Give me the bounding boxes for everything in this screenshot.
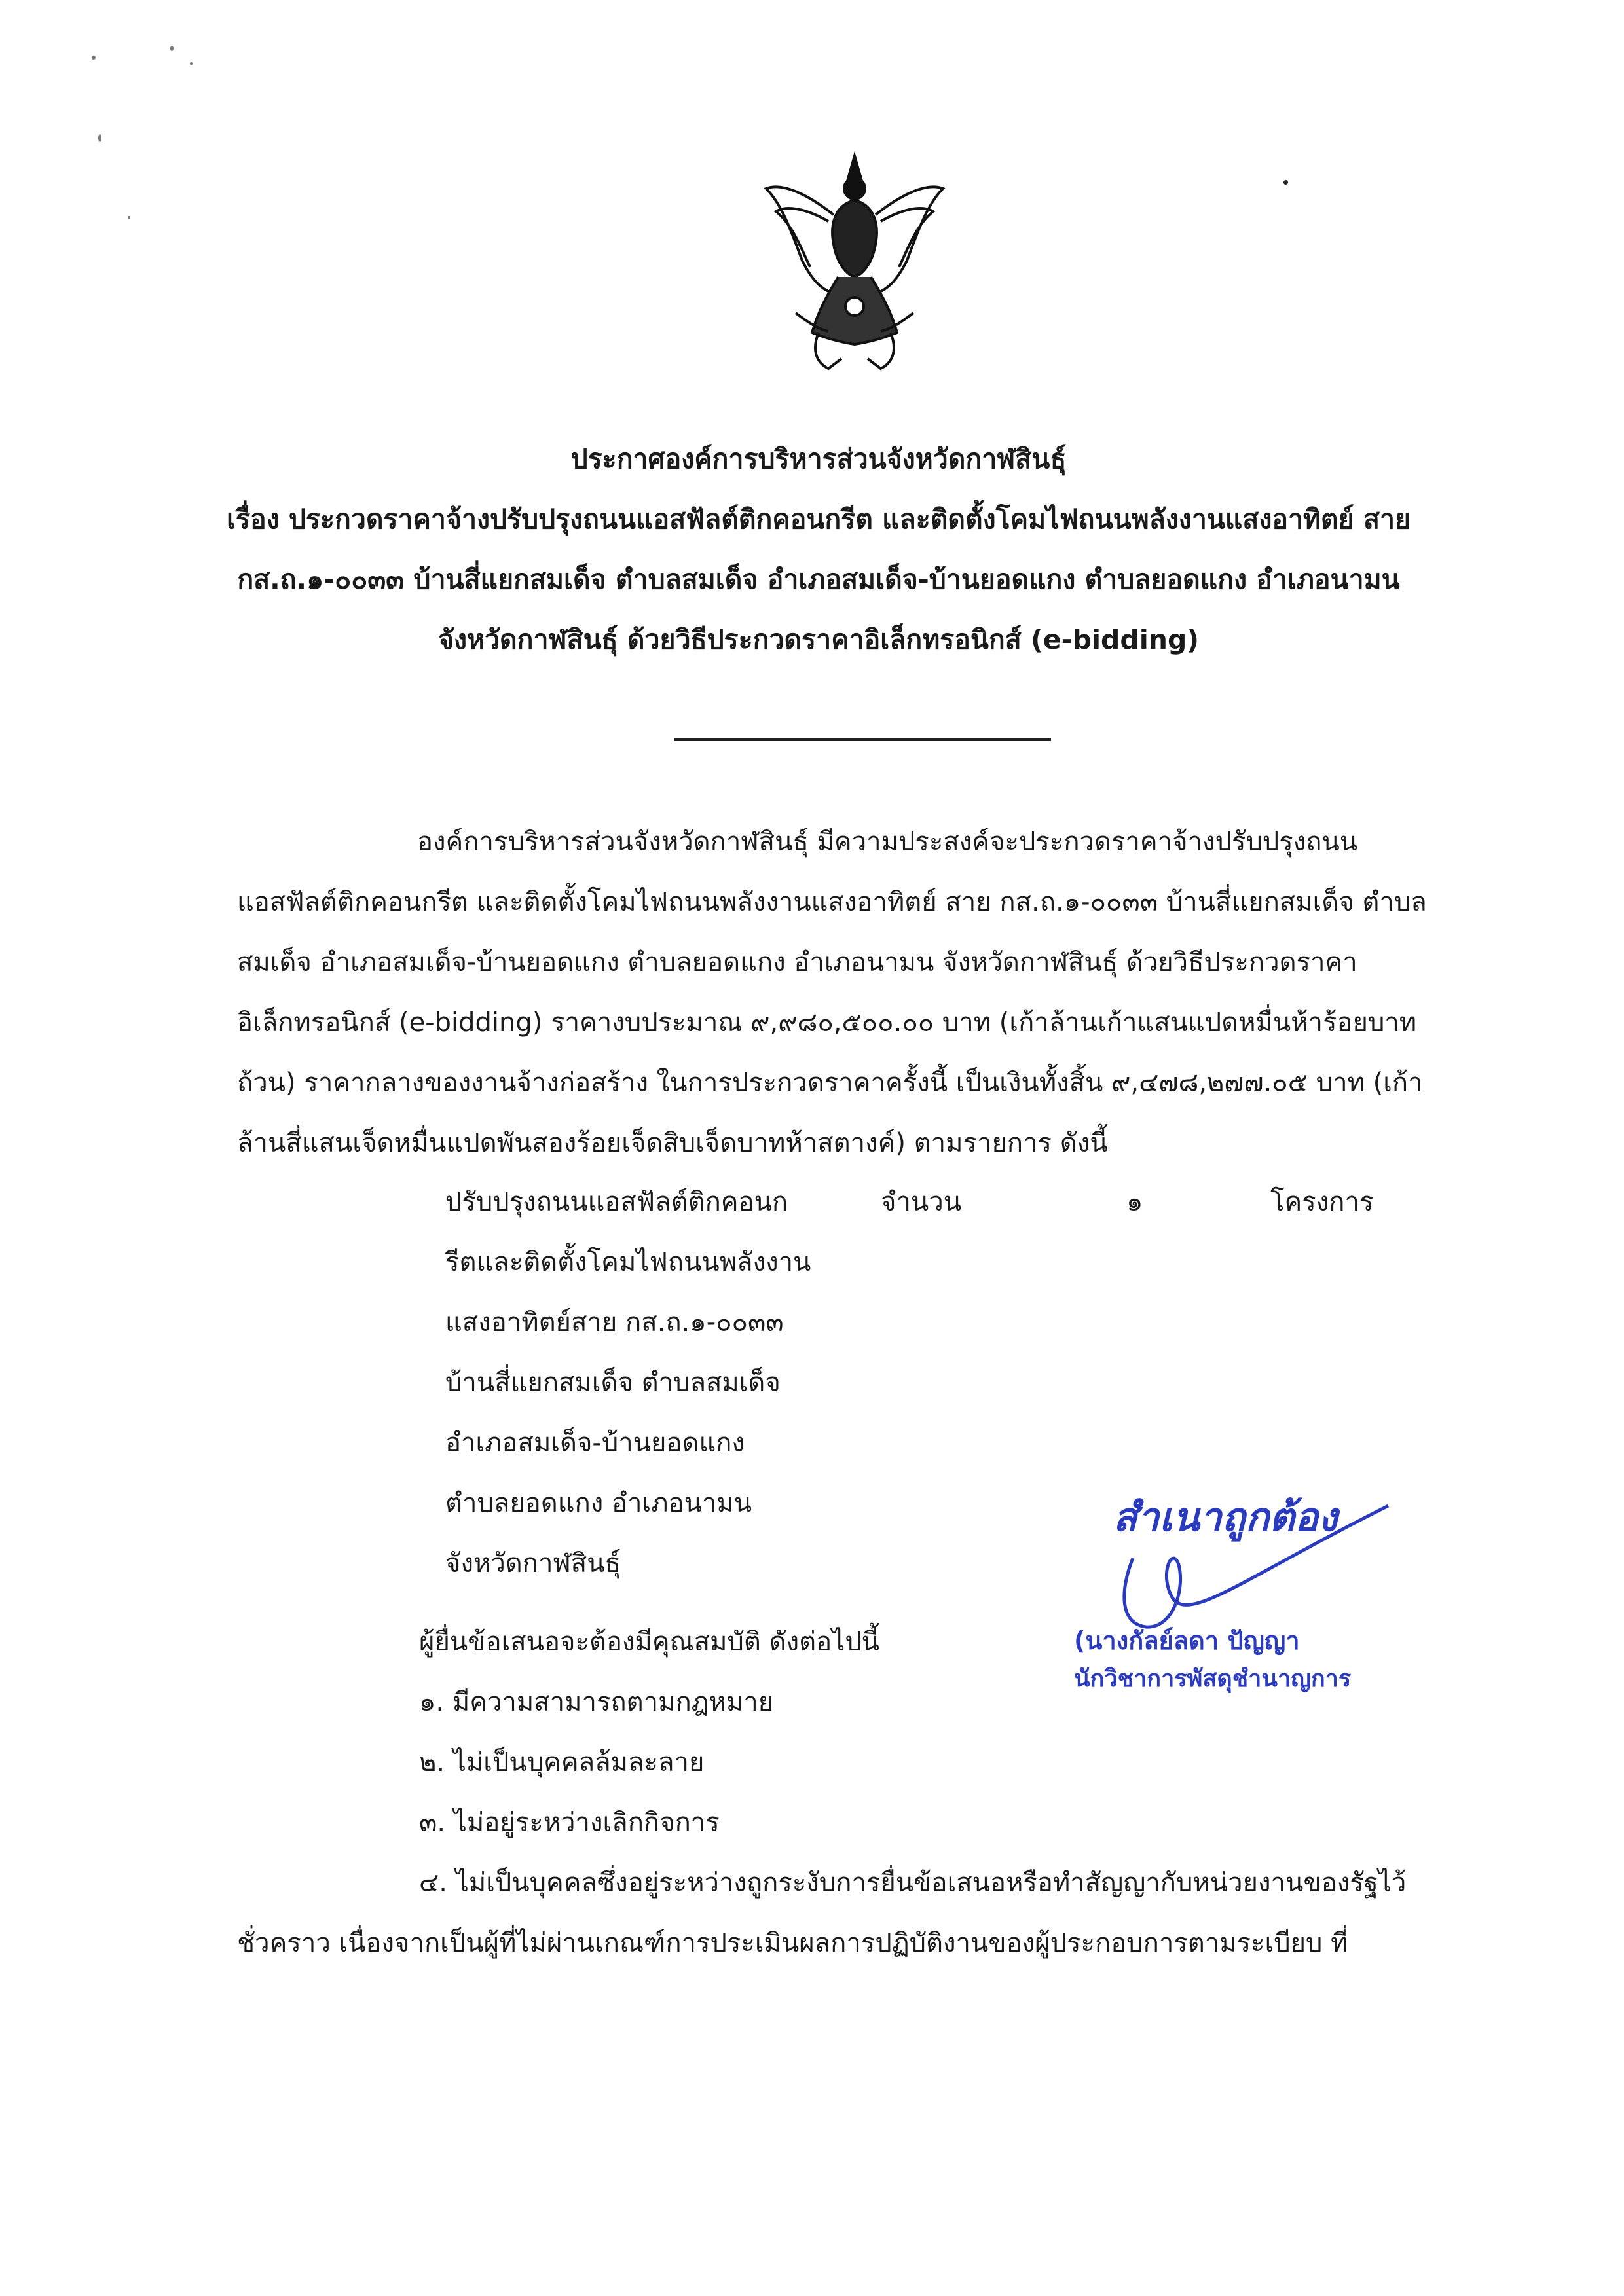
- scan-speck: [190, 62, 193, 65]
- scan-speck: [170, 46, 174, 51]
- item-description: [445, 1172, 811, 1594]
- item-quantity-label: จำนวน: [881, 1187, 962, 1217]
- stamp-certified-text: สำเนาถูกต้อง: [1113, 1495, 1338, 1540]
- paragraph-line: ล้านสี่แสนเจ็ดหมื่นแปดพันสองร้อยเจ็ดสิบเจ็ดบาทห้าสตางค์) ตามรายการ ดังนี้: [237, 1128, 1108, 1158]
- announcement-title: [164, 429, 1473, 670]
- scan-speck: [98, 134, 101, 142]
- qualifications-list: [419, 1672, 1406, 1913]
- paragraph-line: องค์การบริหารส่วนจังหวัดกาฬสินธุ์ มีความประสงค์จะประกวดราคาจ้างปรับปรุงถนน: [417, 827, 1358, 857]
- item-description-line: ตำบลยอดแกง อำเภอนามน: [445, 1488, 752, 1518]
- garuda-emblem: [756, 143, 953, 378]
- body-paragraph: [237, 812, 1475, 1173]
- scan-speck: [92, 56, 96, 60]
- title-line: เรื่อง ประกวดราคาจ้างปรับปรุงถนนแอสฟัลต์ติกคอนกรีต และติดตั้งโคมไฟถนนพลังงานแสงอาทิตย์ สาย: [226, 503, 1411, 535]
- certification-stamp: [1074, 1460, 1414, 1709]
- item-description-line: บ้านสี่แยกสมเด็จ ตำบลสมเด็จ: [445, 1368, 781, 1398]
- item-unit: โครงการ: [1270, 1187, 1374, 1217]
- title-divider: [674, 738, 1051, 741]
- item-description-line: จังหวัดกาฬสินธุ์: [445, 1548, 621, 1578]
- title-line: จังหวัดกาฬสินธุ์ ด้วยวิธีประกวดราคาอิเล็กทรอนิกส์ (e-bidding): [437, 624, 1200, 655]
- title-line: กส.ถ.๑-๐๐๓๓ บ้านสี่แยกสมเด็จ ตำบลสมเด็จ อำเภอสมเด็จ-บ้านยอดแกง ตำบลยอดแกง อำเภอนามน: [237, 564, 1400, 595]
- stamp-name: (นางกัลย์ลดา ปัญญา: [1074, 1626, 1300, 1655]
- scan-speck: [128, 216, 130, 219]
- stamp-position: นักวิชาการพัสดุชำนาญการ: [1074, 1666, 1352, 1692]
- qualification-item: ๔. ไม่เป็นบุคคลซึ่งอยู่ระหว่างถูกระงับการยื่นข้อเสนอหรือทำสัญญากับหน่วยงานของรัฐไว้: [419, 1868, 1407, 1898]
- paragraph-line: สมเด็จ อำเภอสมเด็จ-บ้านยอดแกง ตำบลยอดแกง อำเภอนามน จังหวัดกาฬสินธุ์ ด้วยวิธีประกวดราคา: [237, 947, 1357, 977]
- item-description-line: ปรับปรุงถนนแอสฟัลต์ติกคอนก: [445, 1187, 788, 1217]
- qualification-item: ๓. ไม่อยู่ระหว่างเลิกกิจการ: [419, 1808, 720, 1838]
- scan-speck: [1283, 180, 1288, 185]
- item-description-line: แสงอาทิตย์สาย กส.ถ.๑-๐๐๓๓: [445, 1307, 784, 1338]
- item-description-line: อำเภอสมเด็จ-บ้านยอดแกง: [445, 1428, 745, 1458]
- paragraph-line: ถ้วน) ราคากลางของงานจ้างก่อสร้าง ในการประกวดราคาครั้งนี้ เป็นเงินทั้งสิ้น ๙,๔๗๘,๒๗๗.๐๕ บาท (เก้า: [237, 1068, 1423, 1098]
- title-line: ประกาศองค์การบริหารส่วนจังหวัดกาฬสินธุ์: [570, 443, 1067, 475]
- paragraph-line: อิเล็กทรอนิกส์ (e-bidding) ราคางบประมาณ ๙,๙๘๐,๕๐๐.๐๐ บาท (เก้าล้านเก้าแสนแปดหมื่นห้าร้อยบาท: [237, 1008, 1417, 1038]
- qualification-item: ๑. มีความสามารถตามกฎหมาย: [419, 1687, 774, 1717]
- item-quantity: ๑: [1126, 1187, 1143, 1217]
- qualification-continuation: ชั่วคราว เนื่องจากเป็นผู้ที่ไม่ผ่านเกณฑ์การประเมินผลการปฏิบัติงานของผู้ประกอบการตามระเบียบ ที่: [237, 1928, 1348, 1958]
- item-description-line: รีตและติดตั้งโคมไฟถนนพลังงาน: [445, 1247, 811, 1277]
- qualifications-heading: ผู้ยื่นข้อเสนอจะต้องมีคุณสมบัติ ดังต่อไปนี้: [419, 1627, 879, 1657]
- paragraph-line: แอสฟัลต์ติกคอนกรีต และติดตั้งโคมไฟถนนพลังงานแสงอาทิตย์ สาย กส.ถ.๑-๐๐๓๓ บ้านสี่แยกสมเด็จ ตำบล: [237, 887, 1427, 917]
- qualification-item: ๒. ไม่เป็นบุคคลล้มละลาย: [419, 1747, 705, 1777]
